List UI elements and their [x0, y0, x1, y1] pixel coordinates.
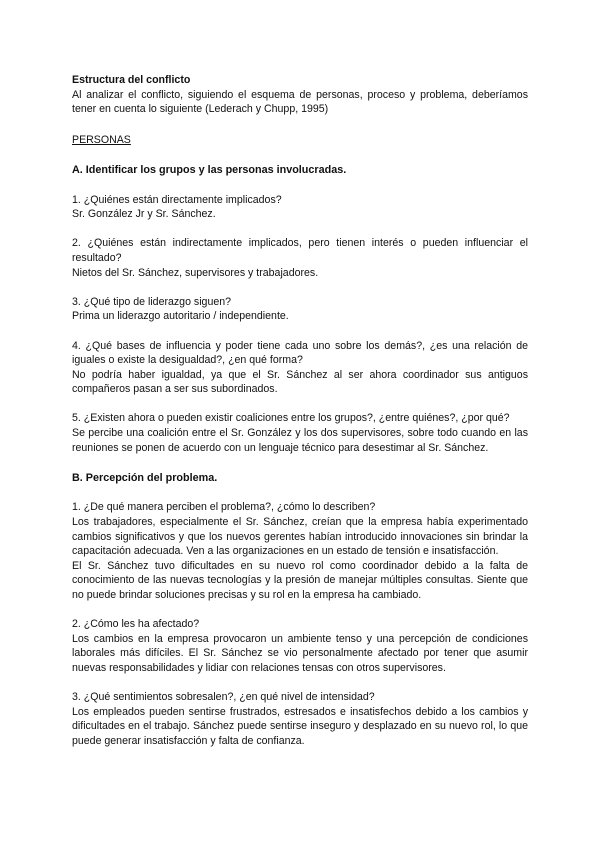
section-a-item-5 [72, 411, 528, 455]
document-title: Estructura del conflicto [72, 74, 191, 86]
section-a-item-3 [72, 295, 528, 324]
section-a-item-4 [72, 339, 528, 397]
question: 3. ¿Qué tipo de liderazgo siguen? [72, 295, 232, 308]
question: 2. ¿Quiénes están indirectamente implicados, pero tienen interés o pueden influenciar el resultado? [72, 237, 528, 264]
question: 1. ¿Quiénes están directamente implicados? [72, 193, 282, 206]
section-b-heading: B. Percepción del problema. [72, 472, 218, 485]
question: 3. ¿Qué sentimientos sobresalen?, ¿en qué nivel de intensidad? [72, 691, 375, 704]
section-b-item-1 [72, 500, 528, 602]
section-a-item-1 [72, 193, 528, 222]
section-b-item-3 [72, 690, 528, 748]
question: 4. ¿Qué bases de influencia y poder tiene cada uno sobre los demás?, ¿es una relación de iguales o existe la desigualdad?, ¿en qué forma? [72, 339, 528, 367]
answer: Los empleados pueden sentirse frustrados, estresados e insatisfechos debido a los cambios y dificultades en el trabajo. Sánchez puede sentirse inseguro y desplazado en su nuevo rol, lo que puede generar insatisfacción y falta de confianza. [72, 705, 528, 747]
section-b-item-2 [72, 617, 528, 675]
answer: No podría haber igualdad, ya que el Sr. Sánchez al ser ahora coordinador sus antiguos compañeros pasan a ser sus subordinados. [72, 368, 528, 396]
answer-continued: El Sr. Sánchez tuvo dificultades en su nuevo rol como coordinador debido a la falta de conocimiento de las nuevas tecnologías y la presión de manejar múltiples consultas. Siente que no puede brindar soluciones precisas y su rol en la empresa ha cambiado. [72, 559, 528, 601]
intro-paragraph: Al analizar el conflicto, siguiendo el esquema de personas, proceso y problema, deberíamos tener en cuenta lo siguiente (Lederach y Chupp, 1995) [72, 88, 528, 116]
document-page [72, 73, 528, 749]
section-label-personas: PERSONAS [72, 133, 131, 146]
answer: Nietos del Sr. Sánchez, supervisores y trabajadores. [72, 266, 319, 279]
answer: Los trabajadores, especialmente el Sr. Sánchez, creían que la empresa había experimentado cambios significativos y que los nuevos gerentes habían introducido innovaciones sin brindar la capacitación adecuada. Ven a las organizaciones en un estado de tensión e insatisfacción. [72, 516, 528, 558]
answer: Prima un liderazgo autoritario / independiente. [72, 310, 289, 323]
section-a-heading: A. Identificar los grupos y las personas involucradas. [72, 164, 347, 177]
question: 1. ¿De qué manera perciben el problema?, ¿cómo lo describen? [72, 501, 376, 514]
question: 5. ¿Existen ahora o pueden existir coaliciones entre los grupos?, ¿entre quiénes?, ¿por qué? [72, 412, 510, 425]
answer: Se percibe una coalición entre el Sr. González y los dos supervisores, sobre todo cuando en las reuniones se ponen de acuerdo con un lenguaje técnico para desestimar al Sr. Sánchez. [72, 427, 528, 454]
question: 2. ¿Cómo les ha afectado? [72, 618, 200, 631]
section-a-item-2 [72, 236, 528, 280]
answer: Sr. González Jr y Sr. Sánchez. [72, 208, 216, 221]
answer: Los cambios en la empresa provocaron un ambiente tenso y una percepción de condiciones laborales más difíciles. El Sr. Sánchez se vio personalmente afectado por tener que asumir nuevas responsabilidades y lidiar con relaciones tensas con otros supervisores. [72, 632, 528, 674]
